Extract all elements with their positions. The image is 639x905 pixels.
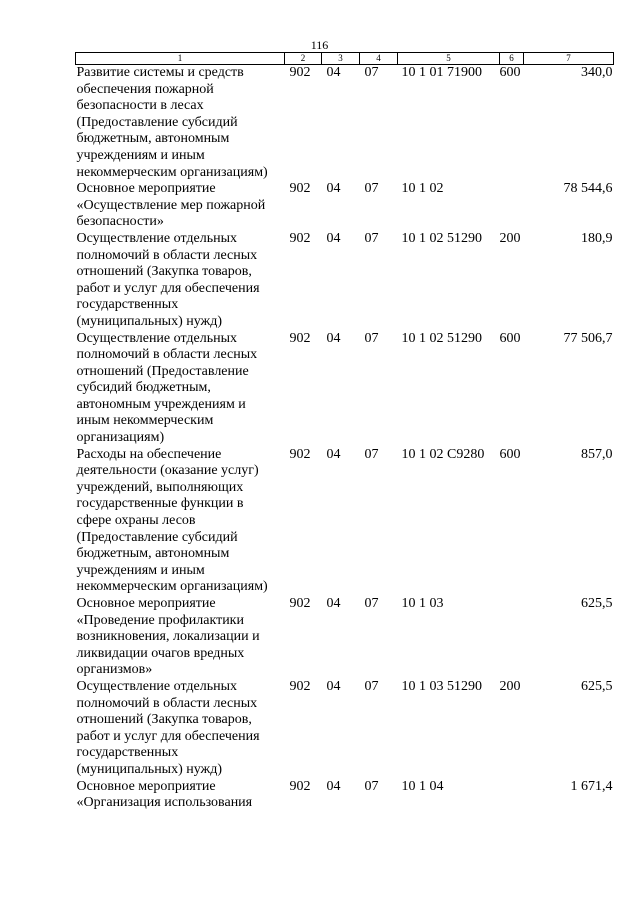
- row-section-code: 04: [326, 330, 341, 346]
- row-subsection-code: 07: [364, 446, 379, 462]
- table-row: [76, 65, 614, 182]
- row-administrator-code: 902: [289, 596, 311, 611]
- table-header: [76, 53, 614, 65]
- budget-table: [75, 52, 614, 812]
- row-name: Осуществление отдельных полномочий в области лесных отношений (Закупка товаров, работ и услуг для обеспечения государственных (муниципальных) нужд): [76, 230, 260, 329]
- row-section-code: 04: [326, 596, 341, 611]
- row-subsection-code: 07: [364, 330, 379, 346]
- row-section-code: 04: [326, 230, 341, 246]
- table-body: [76, 65, 614, 812]
- column-number-row: [76, 53, 614, 65]
- row-administrator-code: 902: [289, 446, 311, 462]
- page-number: 116: [310, 38, 329, 52]
- row-section-code: 04: [326, 65, 341, 80]
- row-target-article-code: 10 1 02 51290: [401, 330, 482, 346]
- row-target-article-code: 10 1 02 51290: [401, 230, 482, 246]
- row-amount: 180,9: [581, 230, 613, 246]
- table-row: [76, 181, 614, 231]
- row-expense-type-code: 600: [499, 330, 521, 346]
- row-expense-type-code: [500, 181, 524, 231]
- row-amount: 857,0: [581, 446, 613, 462]
- row-name: Основное мероприятие «Организация использования: [76, 778, 253, 811]
- table-row: [76, 331, 614, 447]
- column-header-4: 4: [360, 53, 398, 65]
- row-name: Развитие системы и средств обеспечения пожарной безопасности в лесах (Предоставление субсидий бюджетным, автономным учреждениям и иным некоммерческим организациям): [76, 65, 268, 180]
- row-subsection-code: 07: [364, 778, 379, 794]
- row-amount: 1 671,4: [570, 778, 613, 794]
- row-amount: 625,5: [581, 596, 613, 611]
- row-administrator-code: 902: [289, 181, 311, 197]
- row-name: Основное мероприятие «Проведение профилактики возникновения, локализации и ликвидации очагов вредных организмов»: [76, 596, 260, 678]
- row-target-article-code: 10 1 03 51290: [401, 678, 482, 694]
- row-name: Осуществление отдельных полномочий в области лесных отношений (Закупка товаров, работ и услуг для обеспечения государственных (муниципальных) нужд): [76, 678, 260, 777]
- row-amount: 77 506,7: [563, 330, 613, 346]
- row-amount: 340,0: [581, 65, 613, 80]
- row-target-article-code: 10 1 03: [401, 596, 444, 611]
- table-row: [76, 779, 614, 812]
- row-subsection-code: 07: [364, 65, 379, 80]
- row-administrator-code: 902: [289, 65, 311, 80]
- row-name: Расходы на обеспечение деятельности (оказание услуг) учреждений, выполняющих государственные функции в сфере охраны лесов (Предоставление субсидий бюджетным, автономным учреждениям и иным некоммерческим организациям): [76, 446, 268, 595]
- row-target-article-code: 10 1 02: [401, 181, 444, 197]
- table-row: [76, 679, 614, 779]
- row-target-article-code: 10 1 02 С9280: [401, 446, 485, 462]
- row-subsection-code: 07: [364, 181, 379, 197]
- table-row: [76, 447, 614, 596]
- column-header-1: 1: [76, 53, 285, 65]
- row-administrator-code: 902: [289, 230, 311, 246]
- row-expense-type-code: 200: [499, 230, 521, 246]
- row-subsection-code: 07: [364, 678, 379, 694]
- column-header-5: 5: [398, 53, 500, 65]
- row-amount: 625,5: [581, 678, 613, 694]
- row-section-code: 04: [326, 181, 341, 197]
- row-expense-type-code: 600: [499, 446, 521, 462]
- row-expense-type-code: [500, 596, 524, 679]
- row-target-article-code: 10 1 01 71900: [401, 65, 482, 80]
- table-row: [76, 596, 614, 679]
- row-section-code: 04: [326, 446, 341, 462]
- row-name: Основное мероприятие «Осуществление мер пожарной безопасности»: [76, 181, 266, 230]
- row-target-article-code: 10 1 04: [401, 778, 444, 794]
- row-subsection-code: 07: [364, 596, 379, 611]
- row-amount: 78 544,6: [563, 181, 613, 197]
- row-expense-type-code: 600: [499, 65, 521, 80]
- row-administrator-code: 902: [289, 778, 311, 794]
- row-expense-type-code: [500, 779, 524, 812]
- row-subsection-code: 07: [364, 230, 379, 246]
- column-header-7: 7: [524, 53, 614, 65]
- row-administrator-code: 902: [289, 330, 311, 346]
- row-expense-type-code: 200: [499, 678, 521, 694]
- column-header-6: 6: [500, 53, 524, 65]
- column-header-3: 3: [322, 53, 360, 65]
- row-section-code: 04: [326, 778, 341, 794]
- row-name: Осуществление отдельных полномочий в области лесных отношений (Предоставление субсидий бюджетным, автономным учреждениям и иным некоммерческим организациям): [76, 330, 258, 446]
- row-section-code: 04: [326, 678, 341, 694]
- column-header-2: 2: [285, 53, 322, 65]
- table-row: [76, 231, 614, 331]
- row-administrator-code: 902: [289, 678, 311, 694]
